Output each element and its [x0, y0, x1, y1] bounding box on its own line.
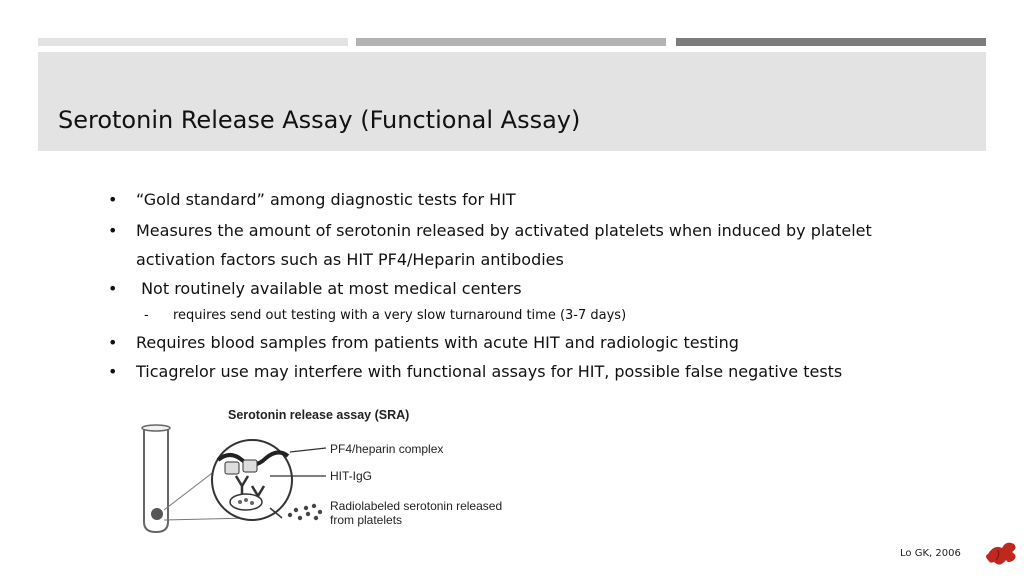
- title-band: [38, 52, 986, 151]
- bullet-marker: •: [108, 279, 118, 298]
- label-released-2: from platelets: [330, 513, 403, 527]
- top-bar-dark: [676, 38, 986, 46]
- citation: Lo GK, 2006: [900, 548, 961, 559]
- label-hit-igg: HIT-IgG: [330, 469, 373, 483]
- top-bar-mid: [356, 38, 666, 46]
- bullet-marker: •: [108, 221, 118, 240]
- heart-organ-icon: [984, 538, 1020, 570]
- bullet-text: Not routinely available at most medical centers: [136, 279, 522, 298]
- bullet-marker: •: [108, 190, 118, 209]
- slide-title: Serotonin Release Assay (Functional Assay): [58, 106, 581, 134]
- sub-bullet-marker: -: [144, 308, 149, 323]
- magnified-circle: [212, 440, 292, 520]
- label-pf4-heparin: PF4/heparin complex: [330, 442, 444, 456]
- bullet-marker: •: [108, 362, 118, 381]
- released-serotonin-dots: [288, 504, 322, 520]
- bullet-text: Ticagrelor use may interfere with functional assays for HIT, possible false negative tests: [136, 362, 843, 381]
- bullet-text: activation factors such as HIT PF4/Heparin antibodies: [136, 250, 564, 269]
- sra-figure: [130, 400, 530, 540]
- figure-title: Serotonin release assay (SRA): [228, 408, 410, 422]
- top-bar-light: [38, 38, 348, 46]
- bullet-text: “Gold standard” among diagnostic tests for HIT: [136, 190, 516, 209]
- bullet-marker: •: [108, 333, 118, 352]
- label-released-1: Radiolabeled serotonin released: [330, 499, 503, 513]
- bullet-text: Requires blood samples from patients with acute HIT and radiologic testing: [136, 333, 739, 352]
- test-tube-icon: [142, 425, 170, 532]
- sub-bullet-text: requires send out testing with a very slow turnaround time (3-7 days): [173, 308, 627, 323]
- bullet-text: Measures the amount of serotonin released by activated platelets when induced by platelet: [136, 221, 872, 240]
